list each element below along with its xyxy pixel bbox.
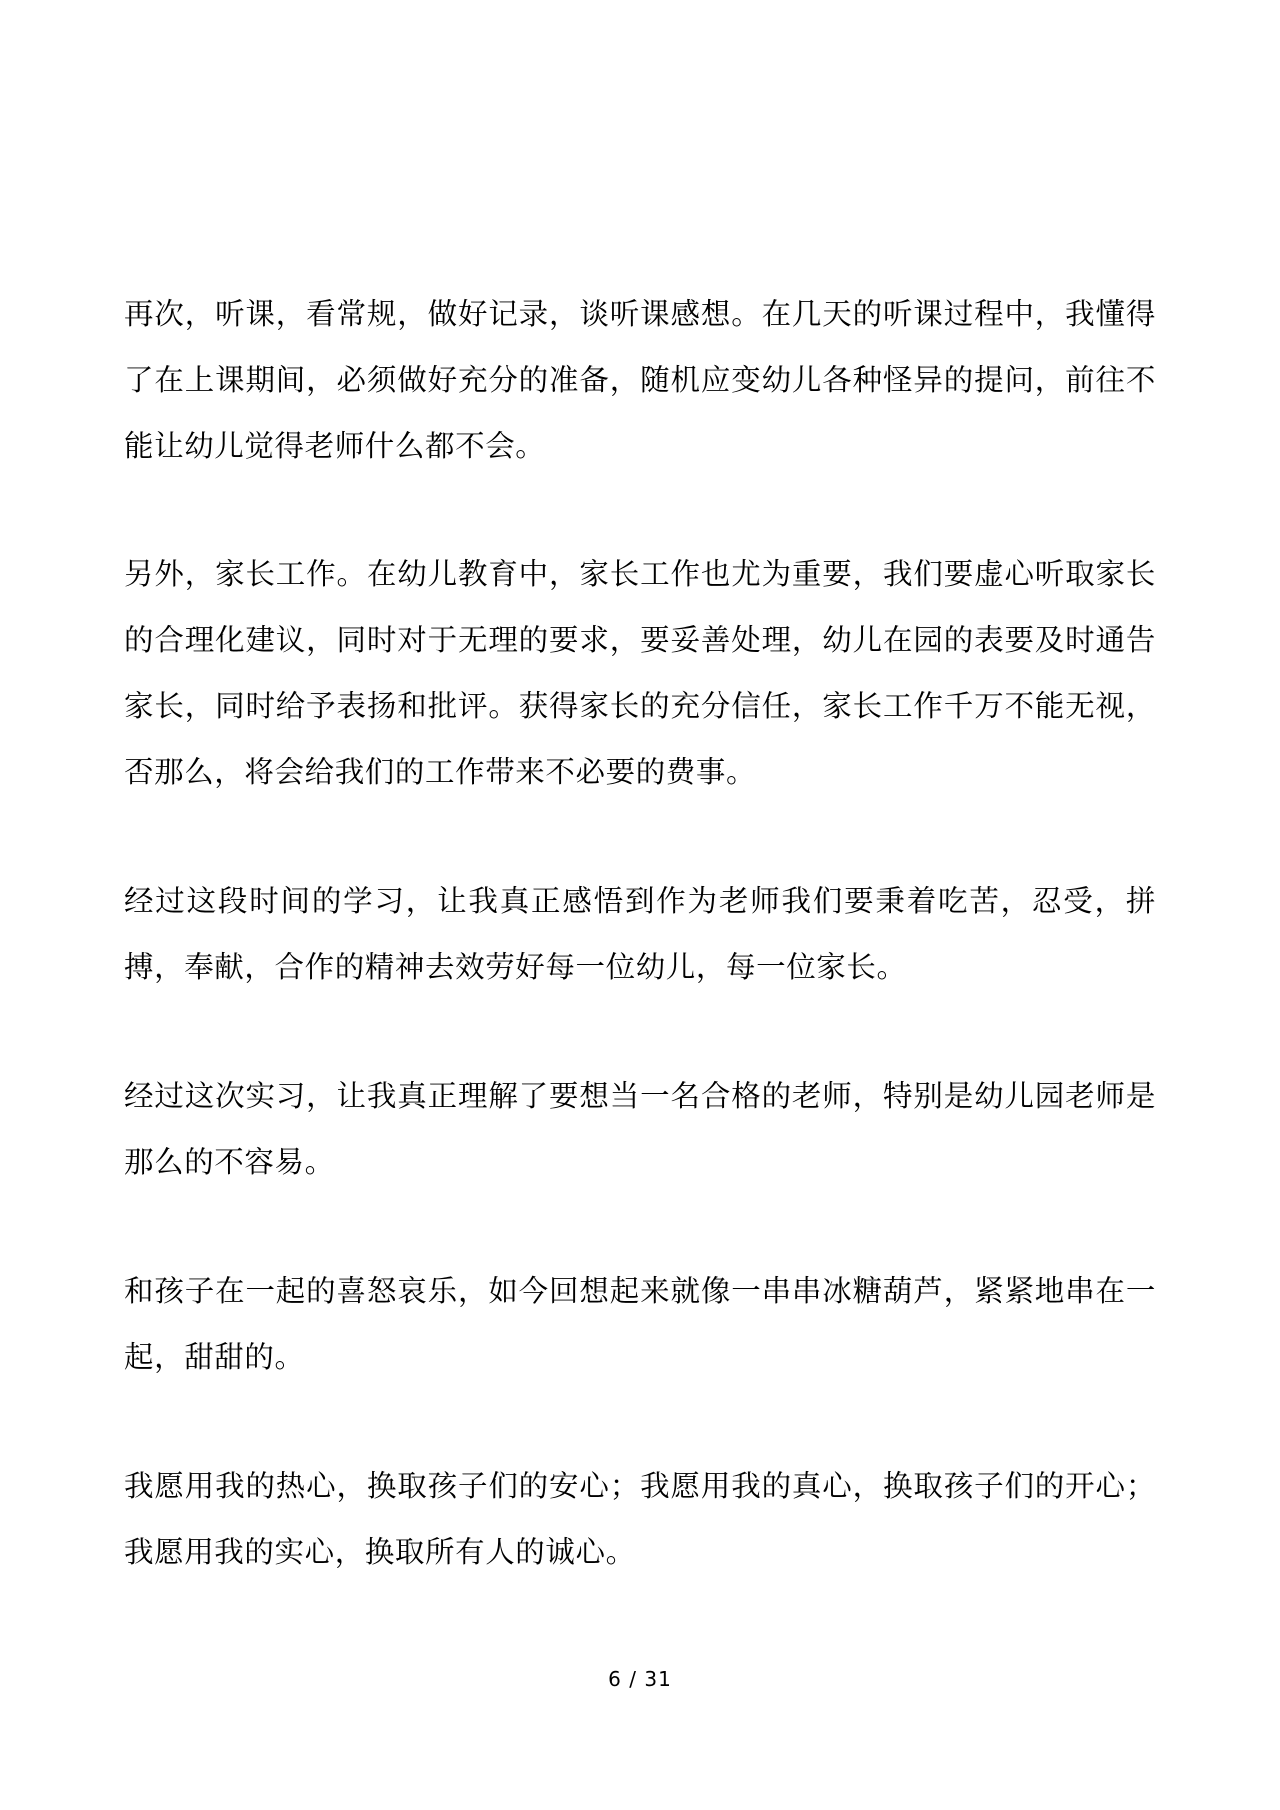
paragraph: 我愿用我的热心，换取孩子们的安心；我愿用我的真心，换取孩子们的开心；我愿用我的实心，换取所有人的诚心。 (124, 1469, 1156, 1569)
page-number: 6 / 31 (608, 1667, 672, 1691)
document-body (124, 281, 1156, 1585)
paragraph: 另外，家长工作。在幼儿教育中，家长工作也尤为重要，我们要虚心听取家长的合理化建议，同时对于无理的要求，要妥善处理，幼儿在园的表要及时通告家长，同时给予表扬和批评。获得家长的充分信任，家长工作千万不能无视，否那么，将会给我们的工作带来不必要的费事。 (124, 557, 1156, 789)
paragraph: 和孩子在一起的喜怒哀乐，如今回想起来就像一串串冰糖葫芦，紧紧地串在一起，甜甜的。 (124, 1274, 1156, 1374)
paragraph: 再次，听课，看常规，做好记录，谈听课感想。在几天的听课过程中，我懂得了在上课期间，必须做好充分的准备，随机应变幼儿各种怪异的提问，前往不能让幼儿觉得老师什么都不会。 (124, 297, 1156, 463)
paragraph: 经过这次实习，让我真正理解了要想当一名合格的老师，特别是幼儿园老师是那么的不容易。 (124, 1079, 1156, 1179)
paragraph: 经过这段时间的学习，让我真正感悟到作为老师我们要秉着吃苦，忍受，拼搏，奉献，合作的精神去效劳好每一位幼儿，每一位家长。 (124, 884, 1156, 984)
